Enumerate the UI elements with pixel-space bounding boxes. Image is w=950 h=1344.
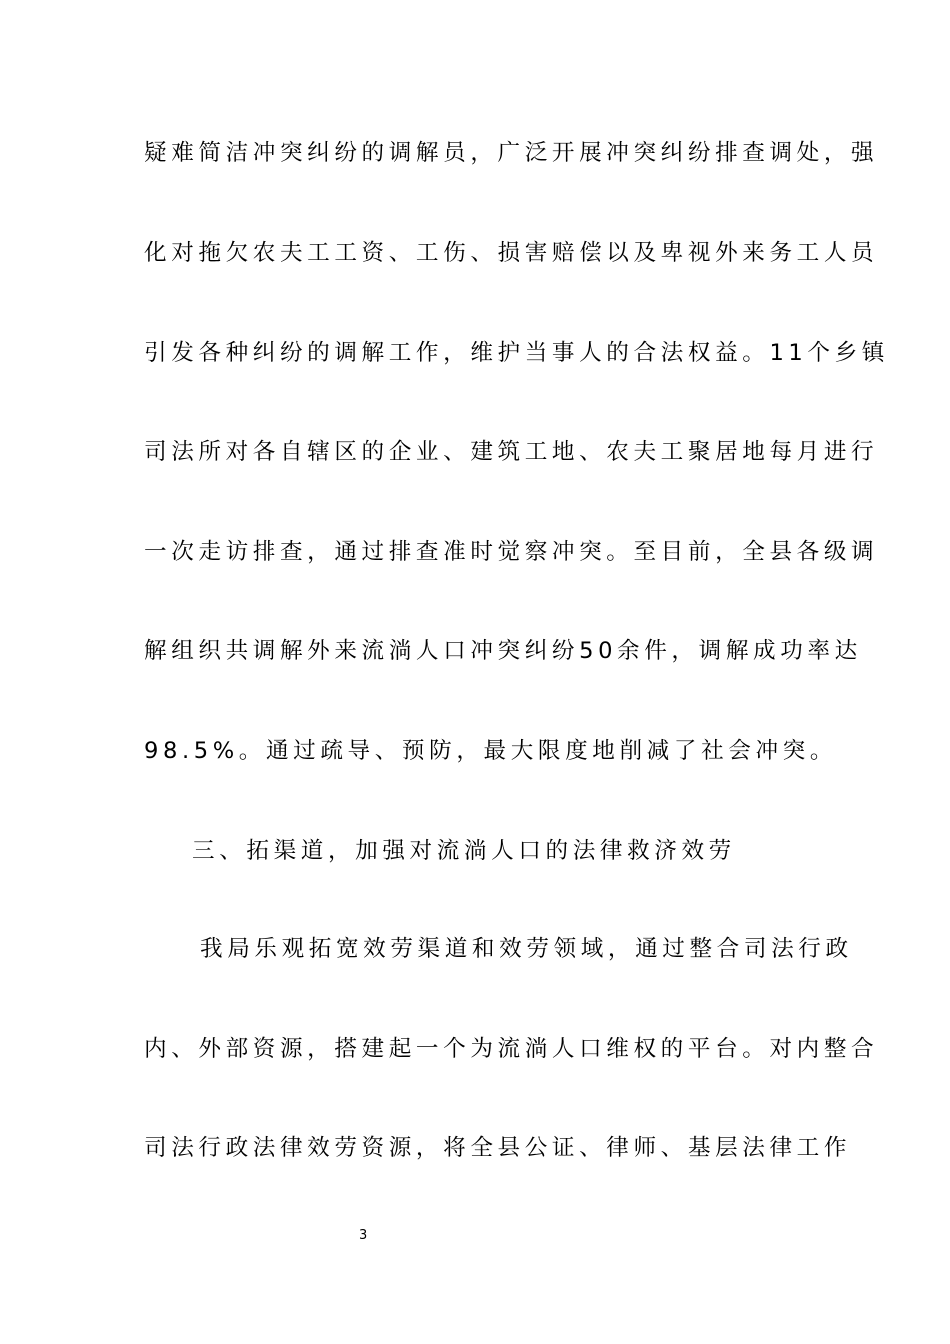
text-line-4: 司法所对各自辖区的企业、建筑工地、农夫工聚居地每月进行: [144, 439, 879, 465]
page-number: 3: [359, 1228, 368, 1243]
paragraph-line-2: 内、外部资源，搭建起一个为流淌人口维权的平台。对内整合: [144, 1036, 879, 1062]
text-line-1: 疑难简洁冲突纠纷的调解员，广泛开展冲突纠纷排查调处，强: [144, 140, 879, 166]
text-line-7: 98.5%。通过疏导、预防，最大限度地削减了社会冲突。: [144, 738, 838, 764]
section-heading: 三、拓渠道，加强对流淌人口的法律救济效劳: [192, 838, 736, 864]
paragraph-line-1: 我局乐观拓宽效劳渠道和效劳领域，通过整合司法行政: [200, 936, 853, 962]
text-line-2: 化对拖欠农夫工工资、工伤、损害赔偿以及卑视外来务工人员: [144, 240, 879, 266]
paragraph-line-3: 司法行政法律效劳资源，将全县公证、律师、基层法律工作: [144, 1135, 852, 1161]
text-line-6: 解组织共调解外来流淌人口冲突纠纷50余件，调解成功率达: [144, 638, 862, 664]
text-line-5: 一次走访排查，通过排查准时觉察冲突。至目前，全县各级调: [144, 539, 879, 565]
text-line-3: 引发各种纠纷的调解工作，维护当事人的合法权益。11个乡镇: [144, 340, 889, 366]
